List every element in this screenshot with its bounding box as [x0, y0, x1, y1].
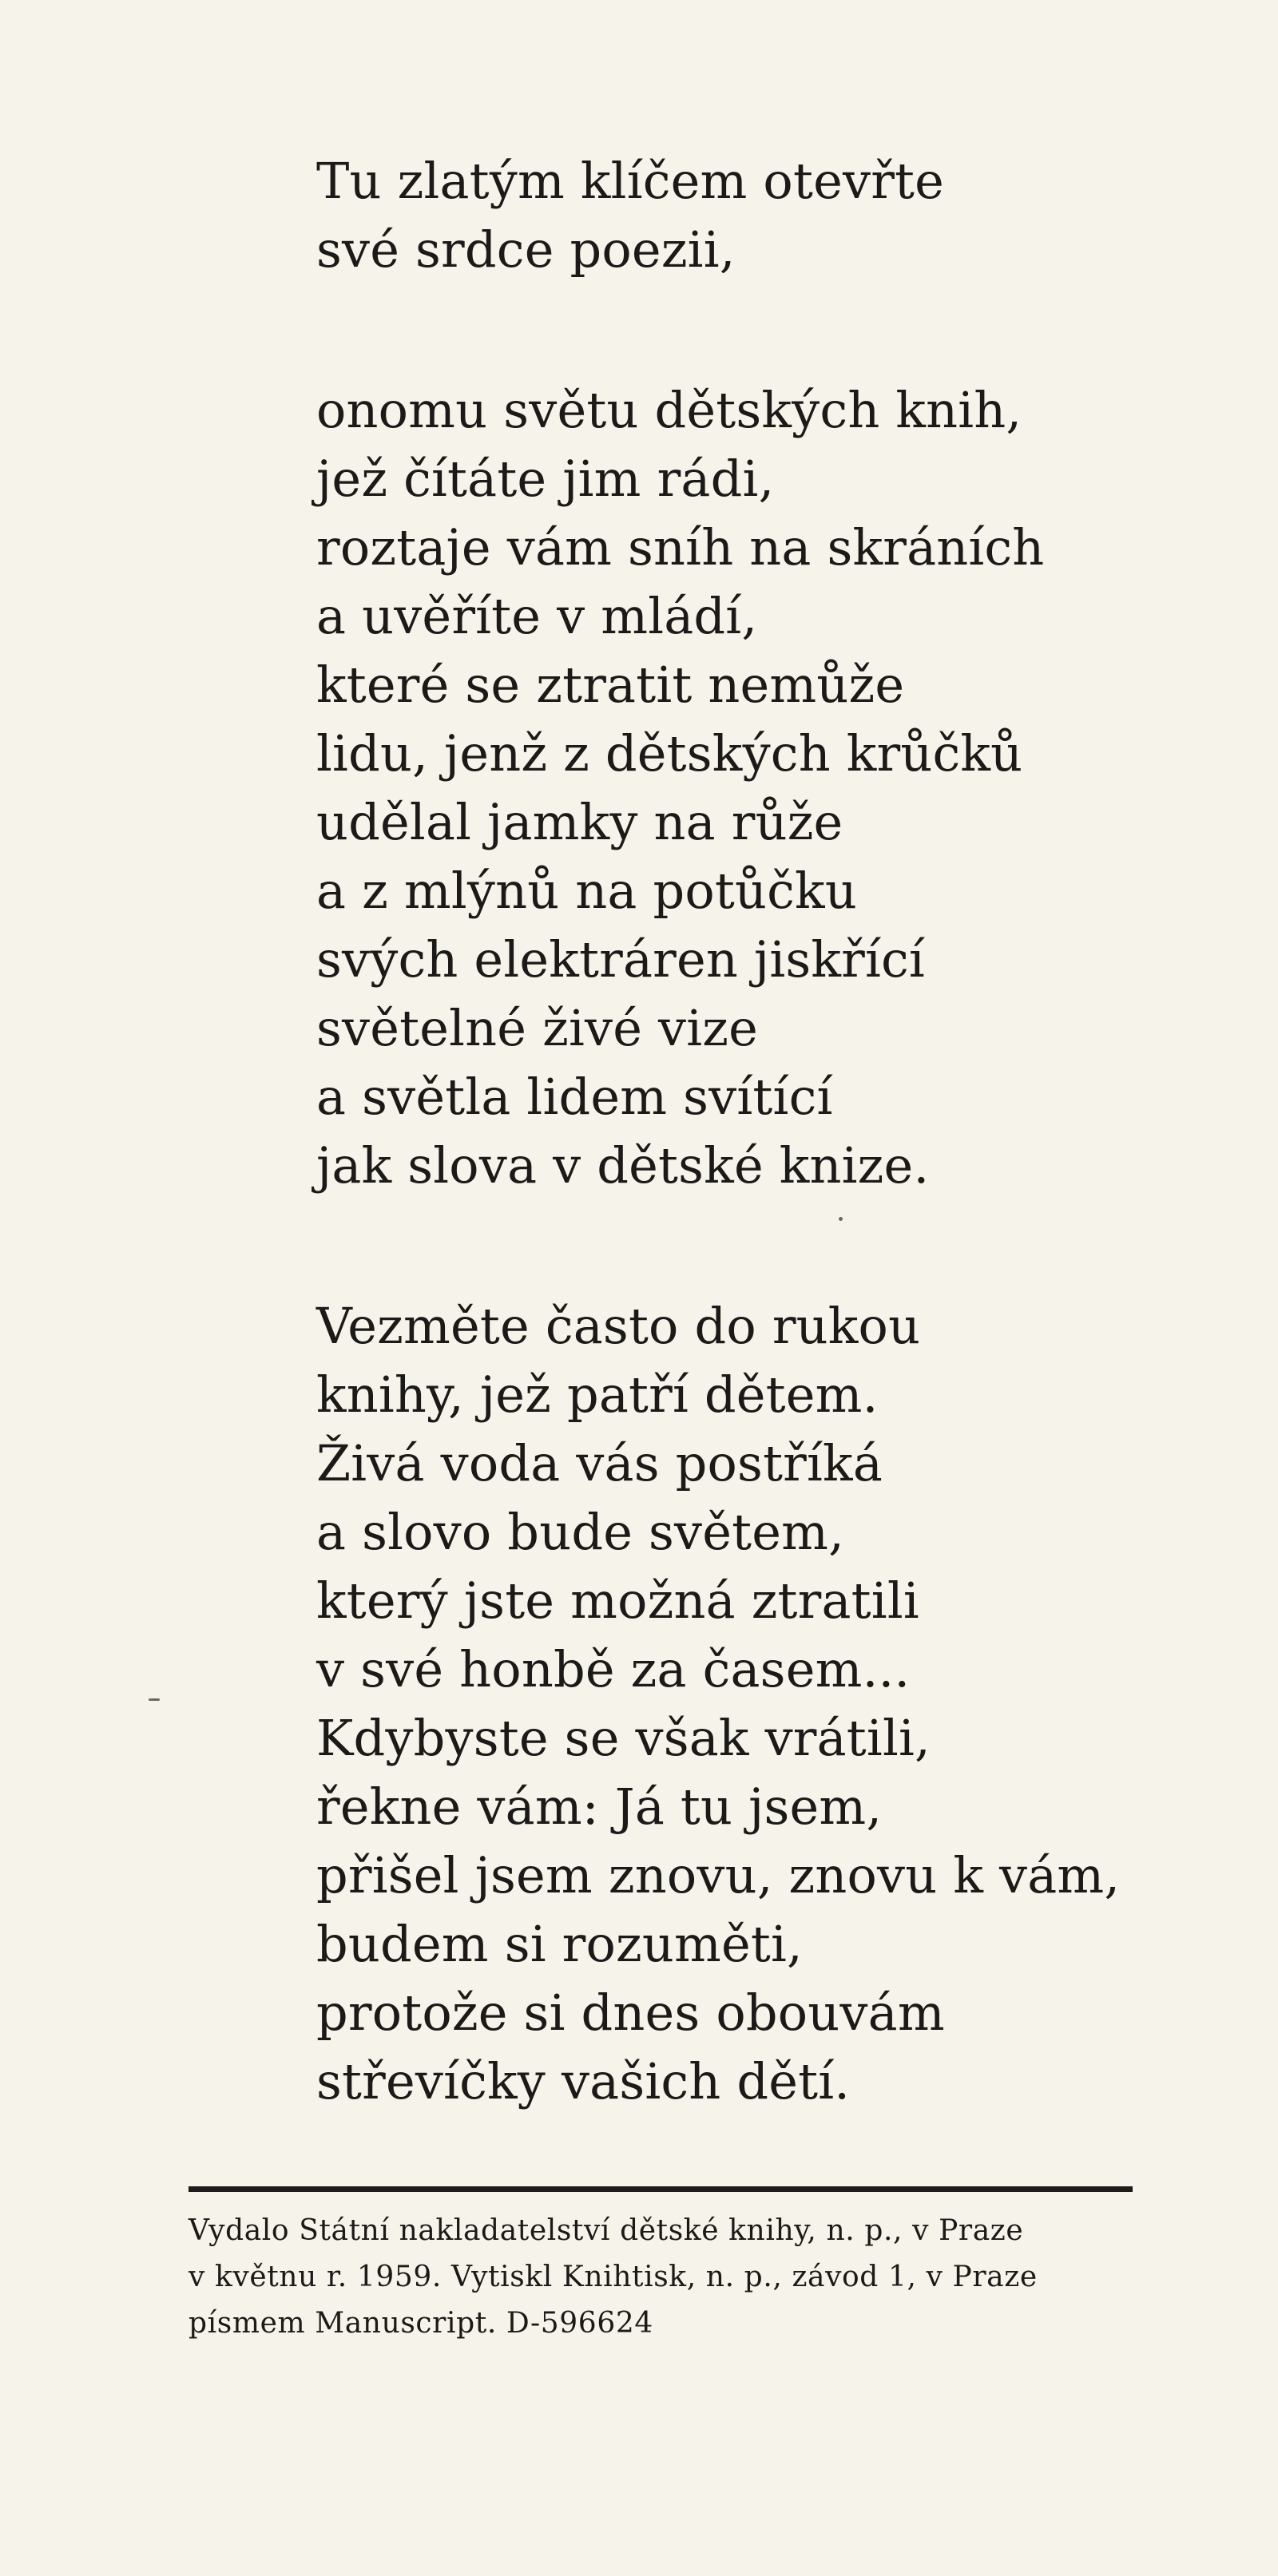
poem-line: své srdce poezii, — [316, 220, 736, 279]
imprint-line: písmem Manuscript. D-596624 — [189, 2307, 653, 2340]
ink-speck — [149, 1698, 160, 1701]
poem-line: který jste možná ztratili — [316, 1571, 919, 1630]
poem-line: Živá voda vás postříká — [316, 1434, 883, 1492]
poem-line: budem si rozuměti, — [316, 1915, 803, 1973]
poem-line: jak slova v dětské knize. — [316, 1136, 930, 1195]
poem-stanza-1 — [316, 147, 1211, 284]
poem-line: přišel jsem znovu, znovu k vám, — [316, 1846, 1121, 1904]
poem-line: a slovo bude světem, — [316, 1503, 845, 1561]
poem-line: svých elektráren jiskřící — [316, 930, 925, 989]
poem-line: onomu světu dětských knih, — [316, 381, 1022, 439]
poem-line: v své honbě za časem... — [316, 1640, 911, 1698]
poem-line: jež čítáte jim rádi, — [316, 450, 775, 508]
imprint-divider — [189, 2186, 1133, 2192]
poem-line: Tu zlatým klíčem otevřte — [316, 152, 945, 210]
poem-line: roztaje vám sníh na skráních — [316, 518, 1045, 577]
imprint-line: Vydalo Státní nakladatelství dětské knihy, n. p., v Praze — [189, 2214, 1024, 2247]
poem-stanza-3 — [316, 1292, 1211, 2116]
ink-speck — [839, 1217, 843, 1221]
poem-line: udělal jamky na růže — [316, 793, 843, 851]
poem-line: Vezměte často do rukou — [316, 1297, 921, 1355]
imprint-line: v květnu r. 1959. Vytiskl Knihtisk, n. p., závod 1, v Praze — [189, 2261, 1038, 2293]
poem-line: lidu, jenž z dětských krůčků — [316, 724, 1023, 783]
poem — [316, 147, 1211, 2208]
poem-line: a z mlýnů na potůčku — [316, 862, 857, 920]
poem-line: které se ztratit nemůže — [316, 656, 905, 714]
poem-line: řekne vám: Já tu jsem, — [316, 1777, 883, 1836]
poem-line: střevíčky vašich dětí. — [316, 2052, 851, 2110]
poem-line: a světla lidem svítící — [316, 1068, 833, 1126]
poem-line: Kdybyste se však vrátili, — [316, 1709, 931, 1767]
poem-line: světelné živé vize — [316, 999, 759, 1057]
poem-line: a uvěříte v mládí, — [316, 587, 758, 645]
poem-line: protože si dnes obouvám — [316, 1984, 945, 2042]
poem-stanza-2 — [316, 376, 1211, 1200]
imprint — [189, 2208, 1147, 2347]
poem-line: knihy, jež patří dětem. — [316, 1365, 879, 1424]
